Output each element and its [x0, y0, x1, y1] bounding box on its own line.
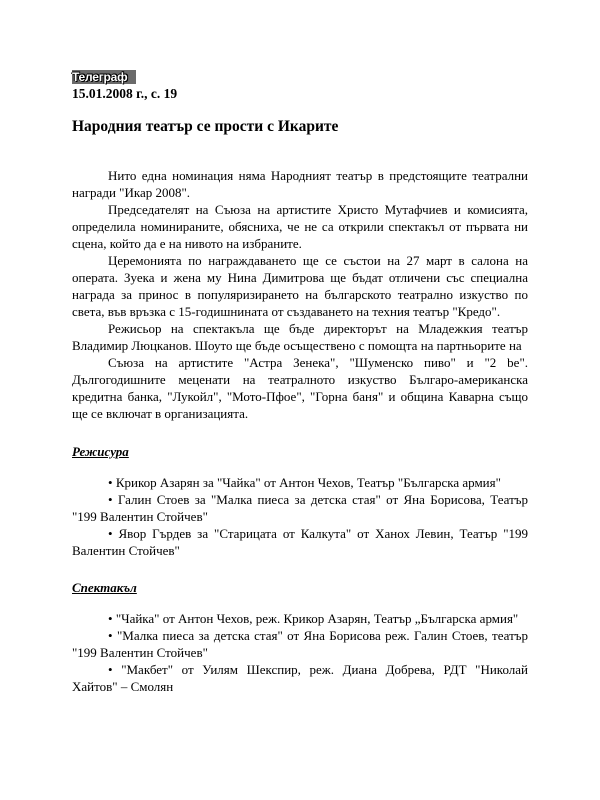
list-item-text: Крикор Азарян за "Чайка" от Антон Чехов, Театър "Българска армия" [115, 475, 501, 490]
paragraph: Съюза на артистите "Астра Зенека", "Шуменско пиво" и "2 be". Дългогодишните меценати на театралното изкуство Българо-американска кредитна банка, "Лукойл", "Мото-Пфое", "Горна баня" и община Каварна също ще се включат в организацията. [72, 355, 528, 421]
article-body [72, 167, 528, 422]
bullet-icon: • [108, 662, 113, 677]
list-item-text: "Чайка" от Антон Чехов, реж. Крикор Азарян, Театър „Българска армия" [115, 611, 519, 626]
list-item-text: Явор Гърдев за "Старицата от Калкута" от Ханох Левин, Театър "199 Валентин Стойчев" [72, 526, 528, 558]
list-item [72, 474, 528, 491]
section-title-directing: Режисура [72, 444, 129, 459]
bullet-icon: • [108, 492, 113, 507]
paragraph: Режисьор на спектакъла ще бъде директорът на Младежкия театър Владимир Люцканов. Шоуто ще бъде осъществено с помощта на партньорите на [72, 321, 528, 353]
list-item-text: "Макбет" от Уилям Шекспир, реж. Диана Добрева, РДТ "Николай Хайтов" – Смолян [72, 662, 528, 694]
publication-date: 15.01.2008 г., с. 19 [72, 86, 178, 101]
list-item [72, 491, 528, 525]
paragraph: Председателят на Съюза на артистите Христо Мутафчиев и комисията, определила номинираните, обясниха, че не са открили спектакъл от първата ни сцена, който да е на нивото на избраните. [72, 202, 528, 251]
paragraph: Церемонията по награждаването ще се състои на 27 март в салона на операта. Зуека и жена му Нина Димитрова ще бъдат отличени със специална награда за принос в популяризирането на българското театрално изкуство по света, във връзка с 15-годишнината от създаването на техния театър "Кредо". [72, 253, 528, 319]
list-item-text: "Малка пиеса за детска стая" от Яна Борисова реж. Галин Стоев, театър "199 Валентин Стойчев" [72, 628, 528, 660]
section-title-performance: Спектакъл [72, 580, 137, 595]
list-item [72, 525, 528, 559]
list-item [72, 661, 528, 695]
nominations-list-performance [72, 610, 528, 695]
paragraph: Нито една номинация няма Народният театър в предстоящите театрални награди "Икар 2008". [72, 168, 528, 200]
newspaper-logo: Телеграф [72, 70, 136, 84]
list-item [72, 610, 528, 627]
bullet-icon: • [108, 611, 113, 626]
article-headline: Народния театър се прости с Икарите [72, 118, 339, 135]
list-item [72, 627, 528, 661]
bullet-icon: • [108, 628, 113, 643]
nominations-list-directing [72, 474, 528, 559]
bullet-icon: • [108, 475, 113, 490]
bullet-icon: • [108, 526, 113, 541]
list-item-text: Галин Стоев за "Малка пиеса за детска стая" от Яна Борисова, Театър "199 Валентин Стойчев" [72, 492, 529, 524]
